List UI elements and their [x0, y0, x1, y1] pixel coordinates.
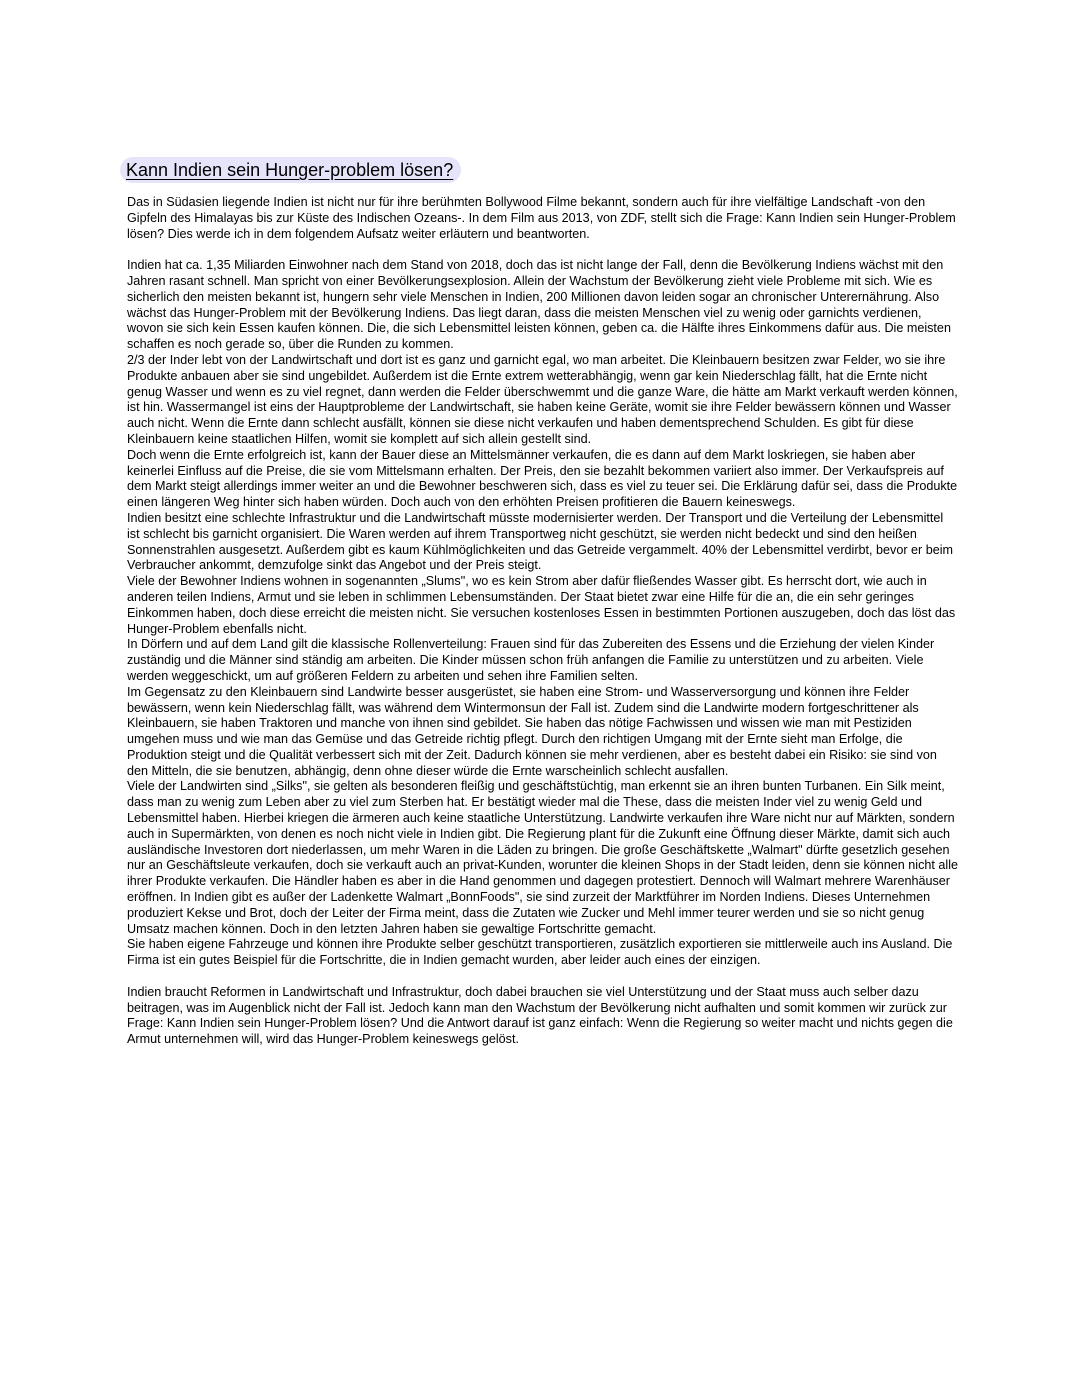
- paragraph-agriculture: 2/3 der Inder lebt von der Landwirtschaft und dort ist es ganz und garnicht egal, wo man arbeitet. Die Kleinbauern besitzen zwar Felder, wo sie ihre Produkte anbauen aber sie sind ungebildet. Außerdem ist die Ernte extrem wetterabhängig, wenn gar kein Niederschlag fällt, hat die Ernte nicht genug Wasser und wenn es zu viel regnet, dann werden die Felder überschwemmt und die ganze Ware, die hätte am Markt verkauft werden können, ist hin. Wassermangel ist eins der Hauptprobleme der Landwirtschaft, sie haben keine Geräte, womit sie ihre Felder bewässern können und Wasser auch nicht. Wenn die Ernte dann schlecht ausfällt, können sie diese nicht verkaufen und haben dementsprechend Schulden. Es gibt für diese Kleinbauern keine staatlichen Hilfen, womit sie komplett auf sich allein gestellt sind.: [127, 352, 958, 446]
- paragraph-conclusion: Indien braucht Reformen in Landwirtschaft und Infrastruktur, doch dabei brauchen sie viel Unterstützung und der Staat muss auch selber dazu beitragen, was im Augenblick nicht der Fall ist. Jedoch kann man den Wachstum der Bevölkerung nicht aufhalten und somit kommen wir zurück zur Frage: Kann Indien sein Hunger-Problem lösen? Und die Antwort darauf ist ganz einfach: Wenn die Regierung so weiter macht und nichts gegen die Armut unternehmen will, wird das Hunger-Problem keineswegs gelöst.: [127, 984, 953, 1047]
- paragraph-slums: Viele der Bewohner Indiens wohnen in sogenannten „Slums", wo es kein Strom aber dafür fließendes Wasser gibt. Es herrscht dort, wie auch in anderen teilen Indiens, Armut und sie leben in schlimmen Lebensumständen. Der Staat bietet zwar eine Hilfe für die an, die ein sehr geringes Einkommen haben, doch diese erreicht die meisten nicht. Sie versuchen kostenloses Essen in bestimmten Portionen auszugeben, doch das löst das Hunger-Problem ebenfalls nicht.: [127, 574, 956, 636]
- paragraph-farmers: Im Gegensatz zu den Kleinbauern sind Landwirte besser ausgerüstet, sie haben eine Strom- und Wasserversorgung und können ihre Felder bewässern, wenn kein Niederschlag fällt, was während dem Wintermonsun der Fall ist. Zudem sind die Landwirte modern fortgeschrittener als Kleinbauern, sie haben Traktoren und manche von ihnen sind gebildet. Sie haben das nötige Fachwissen und wissen wie man mit Pestiziden umgehen muss und wie man das Gemüse und das Getreide richtig pflegt. Durch den richtigen Umgang mit der Ernte sieht man Erfolge, die Produktion steigt und die Qualität verbessert sich mit der Zeit. Dadurch können sie mehr verdienen, aber es besteht dabei ein Risiko: sie sind von den Mitteln, die sie benutzen, abhängig, denn ohne dieser würde die Ernte warscheinlich schlecht ausfallen.: [127, 684, 937, 778]
- paragraph-silks: Viele der Landwirten sind „Silks", sie gelten als besonderen fleißig und geschäftstüchtig, man erkennt sie an ihren bunten Turbanen. Ein Silk meint, dass man zu wenig zum Leben aber zu viel zum Sterben hat. Er bestätigt wieder mal die These, dass die meisten Inder viel zu wenig Geld und Lebensmittel haben. Hierbei kriegen die ärmeren auch keine staatliche Unterstützung. Landwirte verkaufen ihre Ware nicht nur auf Märkten, sondern auch in Supermärkten, von denen es noch nicht viele in Indien gibt. Die Regierung plant für die Zukunft eine Öffnung dieser Märkte, damit sich auch ausländische Investoren dort niederlassen, um mehr Waren in die Läden zu bringen. Die große Geschäftskette „Walmart" dürfte gesetzlich gesehen nur an Geschäftsleute verkaufen, doch sie verkauft auch an privat-Kunden, worunter die kleinen Shops in der Stadt leiden, denn sie können nicht alle ihrer Produkte verkaufen. Die Händler haben es aber in die Hand genommen und dagegen protestiert. Dennoch will Walmart mehrere Warenhäuser eröffnen. In Indien gibt es außer der Ladenkette Walmart „BonnFoods", sie sind zurzeit der Marktführer im Norden Indiens. Dieses Unternehmen produziert Kekse und Brot, doch der Leiter der Firma meint, dass die Zutaten wie Zucker und Mehl immer teurer werden und sie so nicht genug Umsatz machen können. Doch in den letzten Jahren haben sie gewaltige Fortschritte gemacht.: [127, 779, 959, 936]
- paragraph-population: Indien hat ca. 1,35 Miliarden Einwohner nach dem Stand von 2018, doch das ist nicht lange der Fall, denn die Bevölkerung Indiens wächst mit den Jahren rasant schnell. Man spricht von einer Bevölkerungsexplosion. Allein der Wachstum der Bevölkerung zieht viele Probleme mit sich. Wie es sicherlich den meisten bekannt ist, hungern sehr viele Menschen in Indien, 200 Millionen davon leiden sogar an chronischer Unterernährung. Also wächst das Hunger-Problem mit der Bevölkerung Indiens. Das liegt daran, dass die meisten Menschen viel zu wenig oder garnichts verdienen, wovon sie sich kein Essen kaufen können. Die, die sich Lebensmittel leisten können, geben ca. die Hälfte ihres Einkommens dafür aus. Die meisten schaffen es noch gerade so, über die Runden zu kommen.: [127, 258, 951, 352]
- paragraph-middlemen: Doch wenn die Ernte erfolgreich ist, kann der Bauer diese an Mittelsmänner verkaufen, die es dann auf dem Markt loskriegen, sie haben aber keinerlei Einfluss auf die Preise, die sie vom Mittelsmann erhalten. Der Preis, den sie bezahlt bekommen variiert also immer. Der Verkaufspreis auf dem Markt steigt allerdings immer weiter an und die Bewohner beschweren sich, dass es viel zu teuer sei. Die Erklärung dafür sei, dass die Produkte einen längeren Weg hinter sich haben würden. Doch auch von den erhöhten Preisen profitieren die Bauern keineswegs.: [127, 447, 958, 510]
- paragraph-villages: In Dörfern und auf dem Land gilt die klassische Rollenverteilung: Frauen sind für das Zubereiten des Essens und die Erziehung der vielen Kinder zuständig und die Männer sind ständig am arbeiten. Die Kinder müssen schon früh anfangen die Familie zu unterstützen und zu arbeiten. Viele werden weggeschickt, um auf größeren Feldern zu arbeiten und sehen ihre Familien selten.: [127, 637, 935, 683]
- paragraph-infrastructure: Indien besitzt eine schlechte Infrastruktur und die Landwirtschaft müsste modernisierter werden. Der Transport und die Verteilung der Lebensmittel ist schlecht bis garnicht organisiert. Die Waren werden auf ihrem Transportweg nicht geschützt, sie werden nicht bedeckt und sind den heißen Sonnenstrahlen ausgesetzt. Außerdem gibt es kaum Kühlmöglichkeiten und das Getreide vergammelt. 40% der Lebensmittel verdirbt, bevor er beim Verbraucher ankommt, demzufolge sinkt das Angebot und der Preis steigt.: [127, 510, 954, 573]
- paragraph-bonnfoods: Sie haben eigene Fahrzeuge und können ihre Produkte selber geschützt transportieren, zusätzlich exportieren sie mittlerweile auch ins Ausland. Die Firma ist ein gutes Beispiel für die Fortschritte, die in Indien gemacht wurden, aber leider auch eines der einzigen.: [127, 937, 953, 968]
- paragraph-intro: Das in Südasien liegende Indien ist nicht nur für ihre berühmten Bollywood Filme bekannt, sondern auch für ihre vielfältige Landschaft -von den Gipfeln des Himalayas bis zur Küste des Indischen Ozeans-. In dem Film aus 2013, von ZDF, stellt sich die Frage: Kann Indien sein Hunger-Problem lösen? Dies werde ich in dem folgendem Aufsatz weiter erläutern und beantworten.: [127, 195, 956, 241]
- document-title: Kann Indien sein Hunger-problem lösen?: [120, 157, 461, 183]
- document-body: [127, 195, 959, 1048]
- title-wrapper: [120, 157, 461, 183]
